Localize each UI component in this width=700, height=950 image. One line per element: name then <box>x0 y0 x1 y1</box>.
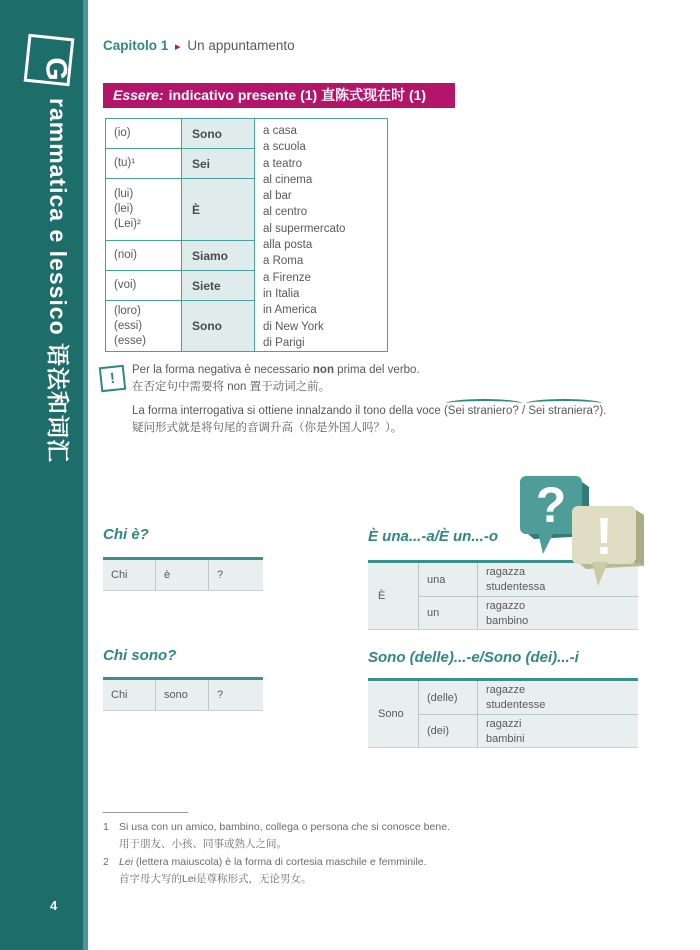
banner-verb: Essere: <box>113 87 164 103</box>
heading-sono-delle: Sono (delle)...-e/Sono (dei)...-i <box>368 649 579 666</box>
pronoun-cell: (io) <box>106 119 181 149</box>
note-line-chinese-1: 在否定句中需要将 non 置于动词之前。 <box>132 381 331 393</box>
exclamation-bubble-icon <box>568 502 654 590</box>
svg-text:?: ? <box>535 477 567 533</box>
heading-chi-sono: Chi sono? <box>103 647 177 664</box>
sono-delle-table: Sono (delle) ragazze studentesse (dei) ragazzi bambini <box>368 678 638 748</box>
warning-icon: ! <box>99 365 126 392</box>
logo-letter: G <box>39 57 73 81</box>
heading-e-una: È una...-a/È un...-o <box>368 528 499 545</box>
footnotes <box>103 819 603 887</box>
verb-cell: È <box>181 179 255 241</box>
note-line-italian-1: Per la forma negativa è necessario non prima del verbo. <box>132 364 420 376</box>
pronoun-cell: (tu)¹ <box>106 149 181 179</box>
note-line-chinese-2: 疑问形式就是将句尾的音调升高（你是外国人吗？）。 <box>132 422 403 434</box>
e-una-table: È una ragazza studentessa un ragazzo bambino <box>368 560 638 630</box>
sidebar-edge-stripe <box>83 0 88 950</box>
banner-title: indicativo presente (1) 直陈式现在时 (1) <box>168 87 427 103</box>
rising-tone-phrase: Sei straniero? <box>447 405 519 417</box>
footnote-2: 2 Lei (lettera maiuscola) è la forma di cortesia maschile e femminile. 首字母大写的Lei是尊称形式，无论男女。 <box>103 856 427 885</box>
verb-cell: Siete <box>181 271 255 301</box>
page-number: 4 <box>50 898 58 913</box>
breadcrumb <box>103 38 295 53</box>
pronoun-cell: (noi) <box>106 241 181 271</box>
rising-tone-phrase: Sei straniera? <box>528 405 600 417</box>
pronoun-cell: (voi) <box>106 271 181 301</box>
footnote-divider <box>103 812 188 813</box>
chi-sono-table: Chi sono ? <box>103 677 263 711</box>
pronoun-cell: (lui) (lei) (Lei)² <box>106 179 181 241</box>
locations-list: a casa a scuola a teatro al cinema al bar al centro al supermercato alla posta a Roma a Firenze in Italia in America di New York di Parigi <box>263 125 346 349</box>
verb-cell: Sono <box>181 119 255 149</box>
heading-chi-e: Chi è? <box>103 526 149 543</box>
note-text <box>132 362 645 437</box>
chapter-label: Capitolo 1 <box>103 38 169 53</box>
grammar-note <box>100 362 645 437</box>
grammar-section-logo <box>24 34 78 94</box>
verb-cell: Sono <box>181 301 255 351</box>
footnote-1: 1 Si usa con un amico, bambino, collega o persona che si conosce bene. 用于朋友、小孩、同事或熟人之间。 <box>103 821 450 850</box>
pronoun-cell: (loro) (essi) (esse) <box>114 304 146 347</box>
stem-cell: È <box>378 590 386 602</box>
sidebar-vertical-title: rammatica e lessico 语法和词汇 <box>45 98 71 464</box>
conjugation-table <box>105 118 388 352</box>
verb-cell: Siamo <box>181 241 255 271</box>
breadcrumb-arrow-icon: ▸ <box>175 41 181 53</box>
note-line-italian-2: La forma interrogativa si ottiene innalzando il tono della voce (Sei straniero? / Sei straniera?). <box>132 405 607 417</box>
chapter-title: Un appuntamento <box>187 38 295 53</box>
svg-text:!: ! <box>595 508 613 566</box>
verb-cell: Sei <box>181 149 255 179</box>
section-banner <box>103 83 455 108</box>
stem-cell: Sono <box>378 708 404 720</box>
chi-e-table: Chi è ? <box>103 557 263 591</box>
